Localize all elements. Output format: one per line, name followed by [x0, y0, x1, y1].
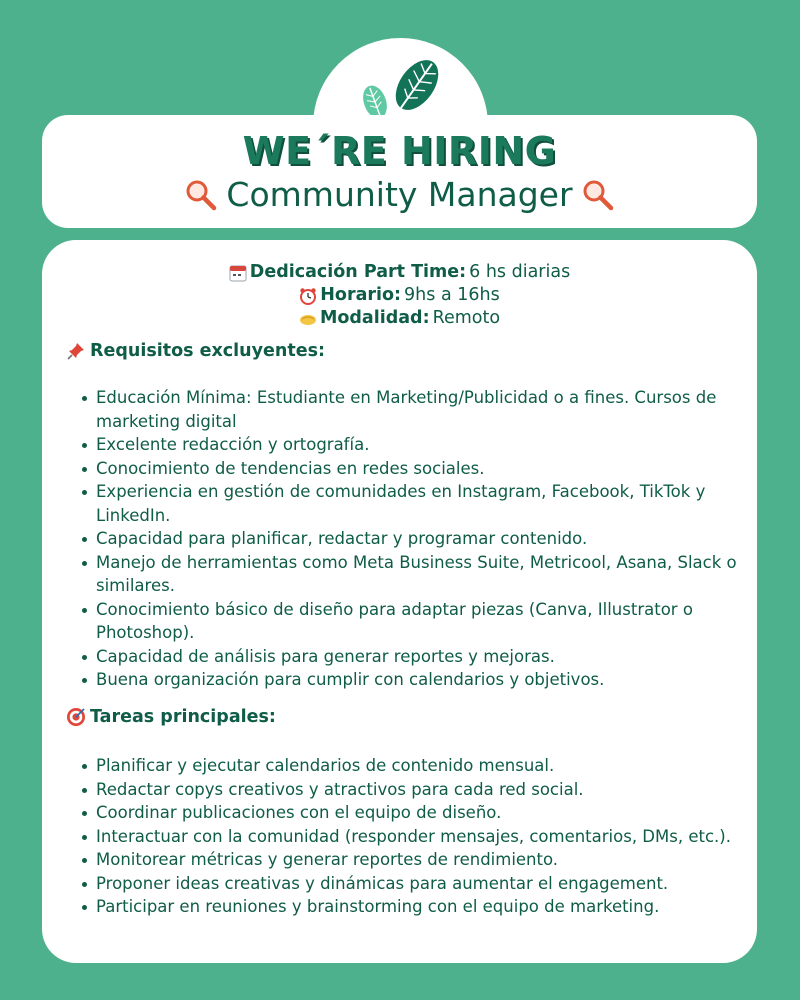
list-item: Manejo de herramientas como Meta Business Suite, Metricool, Asana, Slack o similares.	[78, 551, 746, 598]
job-summary	[42, 261, 757, 330]
magnifier-icon	[581, 178, 615, 212]
list-item: Capacidad para planificar, redactar y programar contenido.	[78, 527, 746, 551]
calendar-icon	[229, 264, 247, 282]
magnifier-icon	[184, 178, 218, 212]
job-title-row	[42, 175, 757, 214]
requirements-list	[78, 386, 746, 692]
list-item: Participar en reuniones y brainstorming con el equipo de marketing.	[78, 895, 746, 919]
schedule-label: Horario:	[320, 285, 402, 305]
list-item: Capacidad de análisis para generar reportes y mejoras.	[78, 645, 746, 669]
headline: WE´RE HIRING	[242, 129, 557, 173]
target-icon	[66, 707, 86, 727]
details-card	[42, 240, 757, 963]
list-item: Coordinar publicaciones con el equipo de diseño.	[78, 801, 746, 825]
list-item: Monitorear métricas y generar reportes de rendimiento.	[78, 848, 746, 872]
list-item: Proponer ideas creativas y dinámicas para aumentar el engagement.	[78, 872, 746, 896]
leaves-icon	[355, 56, 445, 122]
list-item: Educación Mínima: Estudiante en Marketing/Publicidad o a fines. Cursos de marketing digital	[78, 386, 746, 433]
requirements-title: Requisitos excluyentes:	[90, 341, 326, 361]
list-item: Interactuar con la comunidad (responder mensajes, comentarios, DMs, etc.).	[78, 825, 746, 849]
list-item: Conocimiento básico de diseño para adaptar piezas (Canva, Illustrator o Photoshop).	[78, 598, 746, 645]
dedication-value: 6 hs diarias	[469, 262, 571, 282]
list-item: Experiencia en gestión de comunidades en Instagram, Facebook, TikTok y LinkedIn.	[78, 480, 746, 527]
tasks-heading	[66, 707, 276, 727]
modality-label: Modalidad:	[319, 308, 430, 328]
tasks-list	[78, 754, 746, 919]
job-title: Community Manager	[226, 175, 573, 214]
list-item: Redactar copys creativos y atractivos para cada red social.	[78, 778, 746, 802]
tasks-title: Tareas principales:	[90, 707, 276, 727]
header-card	[42, 115, 757, 228]
handshake-icon	[299, 310, 317, 328]
dedication-label: Dedicación Part Time:	[249, 262, 467, 282]
list-item: Buena organización para cumplir con calendarios y objetivos.	[78, 668, 746, 692]
dedication-row	[42, 261, 757, 284]
modality-row	[42, 307, 757, 330]
modality-value: Remoto	[432, 308, 501, 328]
schedule-value: 9hs a 16hs	[404, 285, 500, 305]
list-item: Conocimiento de tendencias en redes sociales.	[78, 457, 746, 481]
schedule-row	[42, 284, 757, 307]
list-item: Excelente redacción y ortografía.	[78, 433, 746, 457]
pushpin-icon	[66, 341, 86, 361]
requirements-heading	[66, 341, 325, 361]
alarm-clock-icon	[299, 287, 317, 305]
list-item: Planificar y ejecutar calendarios de contenido mensual.	[78, 754, 746, 778]
